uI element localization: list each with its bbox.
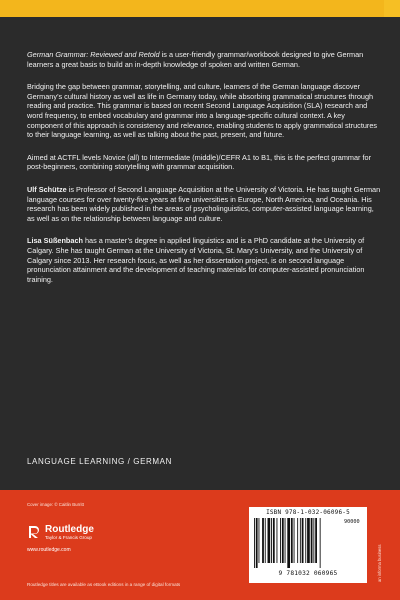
description-paragraph-3: Aimed at ACTFL levels Novice (all) to Intermediate (middle)/CEFR A1 to B1, this is the perfect grammar for post-beginners, combining storytelling with grammar acquisition. xyxy=(27,152,372,172)
barcode-panel xyxy=(249,507,367,583)
publisher-website[interactable]: www.routledge.com xyxy=(27,547,71,553)
publisher-group: Taylor & Francis Group xyxy=(45,535,92,540)
description-paragraph-1: German Grammar: Reviewed and Retold is a user-friendly grammar/workbook designed to give German learners a great basis to build an in-depth knowledge of spoken and written German. xyxy=(27,50,364,69)
isbn-label: ISBN 978-1-032-06096-5 xyxy=(266,509,350,516)
top-accent-strip xyxy=(0,0,400,17)
publisher-logo xyxy=(45,524,94,541)
publisher-name: Routledge xyxy=(45,524,94,535)
routledge-logo-icon xyxy=(27,525,40,539)
back-cover-text xyxy=(27,50,381,297)
description-paragraph-2: Bridging the gap between grammar, storytelling, and culture, learners of the German language discover Germany’s cultural history as well as life in Germany today, while absorbing grammatical structures through reading and practice. This grammar is based on recent Second Language Acquisition (SLA) research and word frequency, to embed vocabulary and grammar into a language-specific cultural context. A key component of this approach is consistency and relevance, enabling students to apply grammatical structures to their language learning, as well as talking about the past, present, and future. xyxy=(27,82,378,140)
barcode-bars xyxy=(252,518,342,568)
author-bio-1: Ulf Schütze is Professor of Second Language Acquisition at the University of Victoria. He has taught German language courses for over twenty-five years at five universities in Europe, North America, and Oceania. His research has been widely published in the areas of psycholinguistics, computer-assisted language learning, as well as on the relationship between language and culture. xyxy=(27,184,381,223)
ebook-note: Routledge titles are available as eBook editions in a range of digital formats xyxy=(27,582,181,587)
cover-image-credit: Cover image: © Caitlin Burritt xyxy=(27,502,84,507)
top-accent-notch xyxy=(384,0,400,17)
book-title: German Grammar: Reviewed and Retold xyxy=(27,50,160,59)
author-name: Lisa Süßenbach xyxy=(27,236,83,246)
informa-label: an informa business xyxy=(377,544,382,582)
barcode-digits: 9 781032 060965 xyxy=(278,570,338,577)
author-name: Ulf Schütze xyxy=(27,184,67,194)
subject-category: LANGUAGE LEARNING / GERMAN xyxy=(27,457,172,466)
price-code: 90000 xyxy=(344,519,360,525)
author-bio-2: Lisa Süßenbach has a master’s degree in applied linguistics and is a PhD candidate at the University of Calgary. She has taught German at the University of Victoria, St. Mary’s University, and the University of Calgary since 2013. Her research focus, as well as her dissertation project, is on second language pronunciation attainment and the development of teaching materials for computer-assisted pronunciation training. xyxy=(27,236,365,284)
